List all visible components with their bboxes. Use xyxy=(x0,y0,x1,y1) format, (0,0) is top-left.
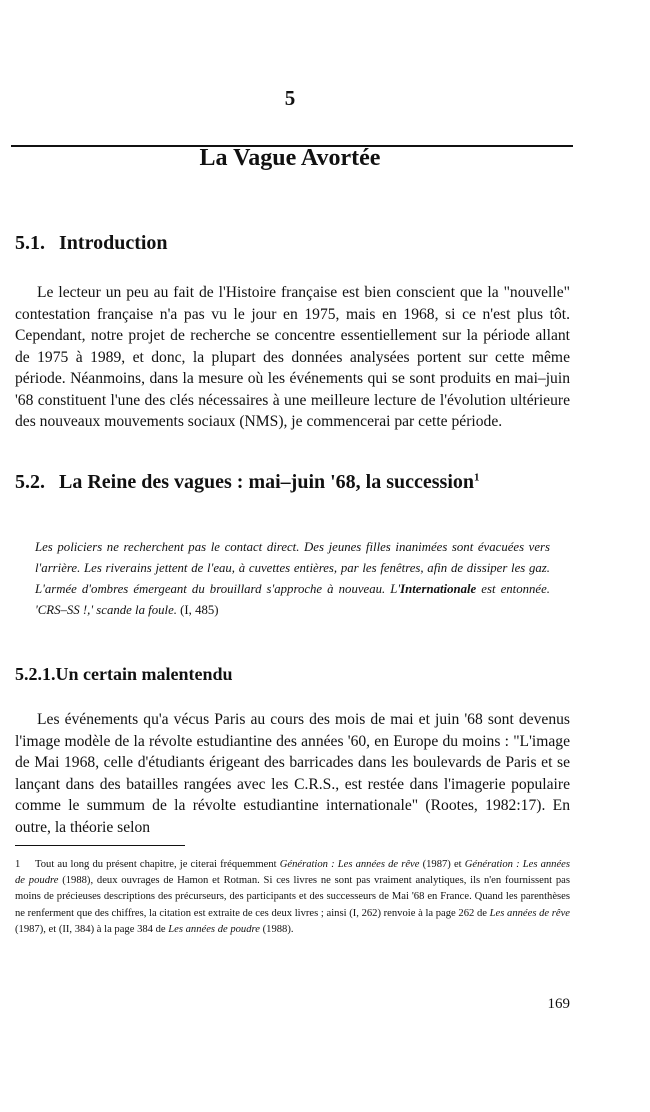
subsection-heading-malentendu xyxy=(15,664,233,685)
malentendu-paragraph xyxy=(15,709,570,838)
footnote xyxy=(15,857,570,938)
malentendu-text: Les événements qu'a vécus Paris au cours des mois de mai et juin '68 sont devenus l'image modèle de la révolte estudiantine des années '60, en Europe du moins : "L'image de Mai 1968, celle d'étudiants érigeant des barricades dans les boulevards de Paris et se lançant dans des batailles rangées avec les C.R.S., est restée dans l'imagerie populaire comme le summum de la révolte estudiantine internationale" (Rootes, 1982:17). En outre, la théorie selon xyxy=(15,711,570,836)
footnote-text: (1987), et (II, 384) à la page 384 de xyxy=(15,923,169,935)
page-number: 169 xyxy=(547,996,570,1012)
footnote-book-title: Les années de rêve xyxy=(489,907,570,919)
footnote-rule xyxy=(15,845,185,846)
chapter-number: 5 xyxy=(284,86,296,110)
quote-text-part1: Les policiers ne recherchent pas le contact direct. Des jeunes filles inanimées sont évacuées vers l'arrière. Les riverains jettent de l'eau, à cuvettes entières, par les fenêtres, afin de dissiper les gaz. L'armée d'ombres émergeant du brouillard s'approche à nouveau. L' xyxy=(35,540,550,596)
introduction-paragraph xyxy=(15,282,570,433)
quote-citation: (I, 485) xyxy=(176,603,219,617)
block-quote xyxy=(35,537,550,621)
quote-text-part2: est entonnée. 'CRS–SS !,' scande la foule. xyxy=(35,582,550,617)
section-heading-introduction xyxy=(15,232,168,255)
footnote-book-title: Génération : Les années de rêve xyxy=(279,859,420,870)
section-number: 5.2. xyxy=(15,471,45,493)
footnote-text: Tout au long du présent chapitre, je citerai fréquemment xyxy=(35,859,280,870)
footnote-text: (1988), deux ouvrages de Hamon et Rotman. Si ces livres ne sont pas vraiment analytiques, ils n'en fournissent pas moins de précieuses descriptions des précurseurs, des participants et des successeurs de Mai '68 en France. Quand les parenthèses ne renferment que des chiffres, la citation est extraite de ces deux livres ; ainsi (I, 262) renvoie à la page 262 de xyxy=(15,875,570,919)
subsection-title: Un certain malentendu xyxy=(55,664,233,684)
footnote-mark: 1 xyxy=(15,859,21,870)
introduction-text: Le lecteur un peu au fait de l'Histoire française est bien conscient que la "nouvelle" contestation française n'a pas vu le jour en 1975, mais en 1968, si ce n'est plus tôt. Cependant, notre projet de recherche se concentre essentiellement sur la période allant de 1975 à 1989, et donc, la plupart des données analysées portent sur cette même période. Néanmoins, dans la mesure où les événements qui se sont produits en mai–juin '68 constituent l'une des clés nécessaires à une meilleure lecture de l'évolution ultérieure des nouveaux mouvements sociaux (NMS), je commencerai par cette période. xyxy=(15,284,570,430)
subsection-number: 5.2.1. xyxy=(15,664,56,684)
chapter-title: La Vague Avortée xyxy=(199,145,381,171)
section-heading-reine-des-vagues xyxy=(15,471,480,494)
footnote-text: (1988). xyxy=(259,923,294,935)
footnote-reference: 1 xyxy=(474,471,480,484)
quote-emphasis: Internationale xyxy=(400,582,477,596)
footnote-text: (1987) et xyxy=(419,859,465,870)
footnote-book-title: Les années de poudre xyxy=(168,923,260,935)
section-title: La Reine des vagues : mai–juin '68, la succession xyxy=(59,471,475,493)
footnote-book-title: Génération : Les années de poudre xyxy=(15,859,570,887)
section-title: Introduction xyxy=(59,232,168,254)
section-number: 5.1. xyxy=(15,232,45,254)
